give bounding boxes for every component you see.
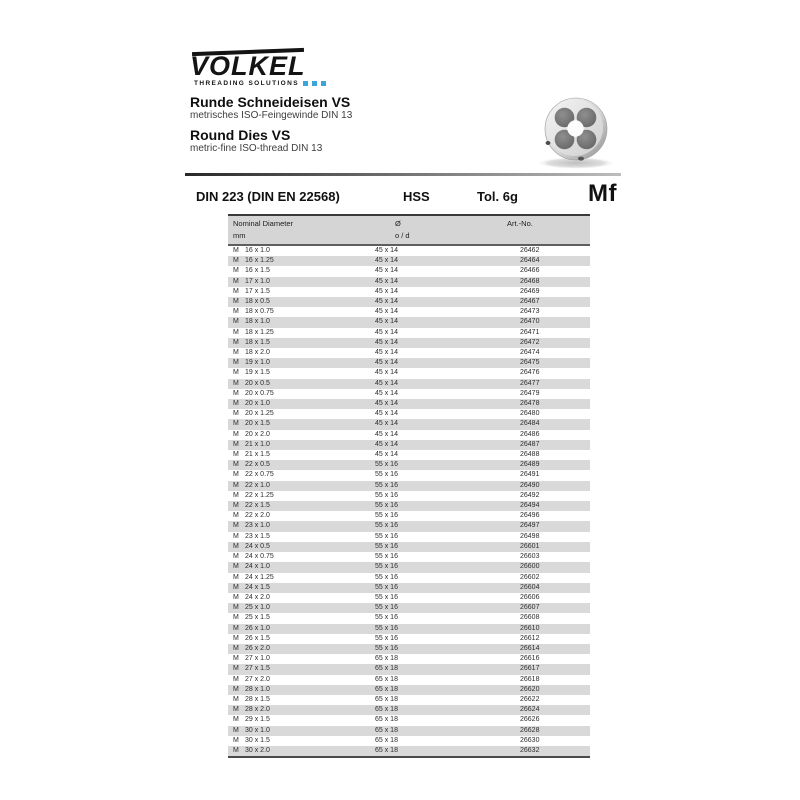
table-row [228, 562, 590, 572]
table-row [228, 593, 590, 603]
outer-diameter-cell: 45 x 14 [375, 267, 398, 275]
product-subtitle-en: metric-fine ISO-thread DIN 13 [190, 143, 323, 154]
nominal-diameter-cell: M 22 x 1.25 [233, 491, 274, 499]
outer-diameter-cell: 65 x 18 [375, 746, 507, 757]
art-no-cell: 26628 [520, 726, 540, 734]
outer-diameter-cell: 65 x 18 [375, 695, 398, 703]
product-subtitle-de: metrisches ISO-Feingewinde DIN 13 [190, 110, 353, 121]
art-no-cell: 26477 [520, 379, 540, 387]
nominal-diameter-cell: M 16 x 1.0 [233, 247, 270, 254]
nominal-diameter-cell: M 28 x 2.0 [233, 706, 270, 714]
art-no-cell: 26486 [520, 430, 540, 438]
art-no-cell: 26606 [520, 593, 540, 601]
table-row [228, 460, 590, 470]
nominal-diameter-cell: M 24 x 1.25 [233, 573, 274, 581]
art-no-cell: 26608 [520, 614, 540, 622]
column-header-outer-diameter: Ø o / d [375, 215, 507, 245]
art-no-cell: 26491 [520, 471, 540, 479]
outer-diameter-cell: 45 x 14 [375, 298, 398, 306]
table-row [228, 644, 590, 654]
table-row [228, 491, 590, 501]
spec-material: HSS [403, 189, 430, 204]
nominal-diameter-cell: M 22 x 2.0 [233, 512, 270, 520]
table-row [228, 409, 590, 419]
outer-diameter-cell: 65 x 18 [375, 726, 398, 734]
nominal-diameter-cell: M 24 x 1.0 [233, 563, 270, 571]
round-die-image [526, 87, 626, 173]
logo-wordmark: VÖLKEL [190, 51, 306, 81]
table-row [228, 542, 590, 552]
table-row [228, 399, 590, 409]
column-header-nominal-diameter: Nominal Diameter mm [228, 215, 375, 245]
table-row [228, 573, 590, 583]
table-row [228, 603, 590, 613]
table-row [228, 705, 590, 715]
nominal-diameter-cell: M 22 x 0.75 [233, 471, 274, 479]
table-row [228, 481, 590, 491]
art-no-cell: 26612 [520, 634, 540, 642]
art-no-cell: 26618 [520, 675, 540, 683]
table-row [228, 419, 590, 429]
art-no-cell: 26494 [520, 502, 540, 510]
outer-diameter-cell: 65 x 18 [375, 716, 398, 724]
outer-diameter-cell: 55 x 16 [375, 624, 398, 632]
product-title-en: Round Dies VS [190, 127, 291, 143]
nominal-diameter-cell: M 18 x 1.5 [233, 338, 270, 346]
art-no-cell: 26603 [520, 553, 540, 561]
outer-diameter-cell: 55 x 16 [375, 461, 398, 469]
outer-diameter-cell: 65 x 18 [375, 665, 398, 673]
nominal-diameter-cell: M 20 x 2.0 [233, 430, 270, 438]
brand-logo [190, 44, 330, 90]
art-no-cell: 26602 [520, 573, 540, 581]
table-row [228, 440, 590, 450]
outer-diameter-cell: 45 x 14 [375, 440, 398, 448]
art-no-cell: 26604 [520, 583, 540, 591]
nominal-diameter-cell: M 18 x 1.25 [233, 328, 274, 336]
table-row [228, 552, 590, 562]
outer-diameter-cell: 55 x 16 [375, 604, 398, 612]
art-no-cell: 26487 [520, 440, 540, 448]
product-title-de: Runde Schneideisen VS [190, 94, 351, 110]
outer-diameter-cell: 45 x 14 [375, 359, 398, 367]
art-no-cell: 26468 [520, 277, 540, 285]
nominal-diameter-cell: M 20 x 0.75 [233, 389, 274, 397]
outer-diameter-cell: 65 x 18 [375, 736, 398, 744]
outer-diameter-cell: 45 x 14 [375, 257, 398, 265]
logo-tagline-row [194, 80, 326, 87]
outer-diameter-cell: 55 x 16 [375, 542, 398, 550]
art-no-cell: 26632 [507, 746, 590, 757]
logo-tagline: THREADING SOLUTIONS [194, 80, 299, 87]
nominal-diameter-cell: M 18 x 1.0 [233, 318, 270, 326]
art-no-cell: 26600 [520, 563, 540, 571]
nominal-diameter-cell: M 22 x 1.0 [233, 481, 270, 489]
accent-square [312, 81, 317, 86]
table-body [228, 245, 590, 757]
table-row [228, 277, 590, 287]
outer-diameter-cell: 55 x 16 [375, 583, 398, 591]
nominal-diameter-cell: M 27 x 1.0 [233, 655, 270, 663]
table-header [228, 215, 590, 245]
art-no-cell: 26476 [520, 369, 540, 377]
art-no-cell: 26630 [520, 736, 540, 744]
outer-diameter-cell: 55 x 16 [375, 491, 398, 499]
nominal-diameter-cell: M 16 x 1.25 [233, 257, 274, 265]
table-row [228, 654, 590, 664]
outer-diameter-cell: 65 x 18 [375, 706, 398, 714]
table-row [228, 521, 590, 531]
nominal-diameter-cell: M 30 x 1.0 [233, 726, 270, 734]
outer-diameter-cell: 45 x 14 [375, 369, 398, 377]
nominal-diameter-cell: M 26 x 1.0 [233, 624, 270, 632]
table-row [228, 634, 590, 644]
art-no-cell: 26464 [520, 257, 540, 265]
art-no-cell: 26470 [520, 318, 540, 326]
art-no-cell: 26489 [520, 461, 540, 469]
nominal-diameter-cell: M 20 x 1.5 [233, 420, 270, 428]
art-no-cell: 26484 [520, 420, 540, 428]
outer-diameter-cell: 45 x 14 [375, 308, 398, 316]
spec-standard: DIN 223 (DIN EN 22568) [196, 189, 340, 204]
art-no-cell: 26469 [520, 287, 540, 295]
table-row [228, 613, 590, 623]
table-row [228, 624, 590, 634]
nominal-diameter-cell: M 18 x 2.0 [233, 349, 270, 357]
outer-diameter-cell: 55 x 16 [375, 532, 398, 540]
table-row [228, 348, 590, 358]
art-no-cell: 26497 [520, 522, 540, 530]
table-row [228, 715, 590, 725]
outer-diameter-cell: 55 x 16 [375, 593, 398, 601]
art-no-cell: 26488 [520, 451, 540, 459]
art-no-cell: 26601 [520, 542, 540, 550]
art-no-cell: 26472 [520, 338, 540, 346]
nominal-diameter-cell: M 18 x 0.75 [233, 308, 274, 316]
table-row [228, 736, 590, 746]
art-no-cell: 26480 [520, 410, 540, 418]
table-row [228, 746, 590, 757]
art-no-cell: 26473 [520, 308, 540, 316]
nominal-diameter-cell: M 29 x 1.5 [233, 716, 270, 724]
nominal-diameter-cell: M 28 x 1.5 [233, 695, 270, 703]
nominal-diameter-cell: M 24 x 0.75 [233, 553, 274, 561]
table-row [228, 583, 590, 593]
table-row [228, 726, 590, 736]
art-no-cell: 26474 [520, 349, 540, 357]
table-row [228, 511, 590, 521]
nominal-diameter-cell: M 26 x 1.5 [233, 634, 270, 642]
table-row [228, 675, 590, 685]
thread-type-badge: Mf [588, 180, 617, 207]
art-no-cell: 26478 [520, 400, 540, 408]
nominal-diameter-cell: M 23 x 1.5 [233, 532, 270, 540]
outer-diameter-cell: 55 x 16 [375, 614, 398, 622]
outer-diameter-cell: 45 x 14 [375, 277, 398, 285]
table-row [228, 664, 590, 674]
column-header-art-no: Art.-No. [507, 215, 590, 245]
dies-table [228, 214, 590, 758]
table-row [228, 501, 590, 511]
nominal-diameter-cell: M 25 x 1.5 [233, 614, 270, 622]
table-row [228, 317, 590, 327]
outer-diameter-cell: 65 x 18 [375, 685, 398, 693]
table-row [228, 358, 590, 368]
art-no-cell: 26467 [520, 298, 540, 306]
outer-diameter-cell: 55 x 16 [375, 481, 398, 489]
outer-diameter-cell: 55 x 16 [375, 634, 398, 642]
table-row [228, 695, 590, 705]
outer-diameter-cell: 55 x 16 [375, 553, 398, 561]
outer-diameter-cell: 45 x 14 [375, 420, 398, 428]
outer-diameter-cell: 45 x 14 [375, 410, 398, 418]
nominal-diameter-cell: M 24 x 2.0 [233, 593, 270, 601]
table-row [228, 685, 590, 695]
outer-diameter-cell: 55 x 16 [375, 471, 398, 479]
nominal-diameter-cell: M 24 x 1.5 [233, 583, 270, 591]
nominal-diameter-cell: M 22 x 1.5 [233, 502, 270, 510]
art-no-cell: 26471 [520, 328, 540, 336]
nominal-diameter-cell: M 17 x 1.0 [233, 277, 270, 285]
outer-diameter-cell: 55 x 16 [375, 563, 398, 571]
outer-diameter-cell: 65 x 18 [375, 675, 398, 683]
art-no-cell: 26610 [520, 624, 540, 632]
outer-diameter-cell: 45 x 14 [375, 349, 398, 357]
outer-diameter-cell: 55 x 16 [375, 522, 398, 530]
outer-diameter-cell: 45 x 14 [375, 400, 398, 408]
art-no-cell: 26626 [520, 716, 540, 724]
outer-diameter-cell: 55 x 16 [375, 573, 398, 581]
nominal-diameter-cell: M 25 x 1.0 [233, 604, 270, 612]
outer-diameter-cell: 45 x 14 [375, 287, 398, 295]
outer-diameter-cell: 55 x 16 [375, 512, 398, 520]
table-row [228, 287, 590, 297]
art-no-cell: 26614 [520, 644, 540, 652]
separator-line [185, 173, 621, 176]
nominal-diameter-cell: M 19 x 1.5 [233, 369, 270, 377]
spec-tolerance: Tol. 6g [477, 189, 518, 204]
nominal-diameter-cell: M 24 x 0.5 [233, 542, 270, 550]
table-row [228, 368, 590, 378]
art-no-cell: 26466 [520, 267, 540, 275]
table-row [228, 532, 590, 542]
outer-diameter-cell: 45 x 14 [375, 328, 398, 336]
nominal-diameter-cell: M 27 x 2.0 [233, 675, 270, 683]
art-no-cell: 26617 [520, 665, 540, 673]
table-row [228, 379, 590, 389]
table-row [228, 450, 590, 460]
art-no-cell: 26462 [520, 247, 540, 254]
art-no-cell: 26492 [520, 491, 540, 499]
table-row [228, 256, 590, 266]
table-row [228, 430, 590, 440]
nominal-diameter-cell: M 21 x 1.5 [233, 451, 270, 459]
outer-diameter-cell: 45 x 14 [375, 451, 398, 459]
outer-diameter-cell: 45 x 14 [375, 318, 398, 326]
art-no-cell: 26479 [520, 389, 540, 397]
art-no-cell: 26624 [520, 706, 540, 714]
nominal-diameter-cell: M 17 x 1.5 [233, 287, 270, 295]
accent-square [303, 81, 308, 86]
art-no-cell: 26475 [520, 359, 540, 367]
outer-diameter-cell: 65 x 18 [375, 655, 398, 663]
outer-diameter-cell: 45 x 14 [375, 430, 398, 438]
table-row [228, 328, 590, 338]
table-row [228, 297, 590, 307]
nominal-diameter-cell: M 26 x 2.0 [233, 644, 270, 652]
nominal-diameter-cell: M 16 x 1.5 [233, 267, 270, 275]
nominal-diameter-cell: M 30 x 1.5 [233, 736, 270, 744]
outer-diameter-cell: 55 x 16 [375, 502, 398, 510]
nominal-diameter-cell: M 19 x 1.0 [233, 359, 270, 367]
nominal-diameter-cell: M 22 x 0.5 [233, 461, 270, 469]
accent-square [321, 81, 326, 86]
nominal-diameter-cell: M 30 x 2.0 [228, 746, 375, 757]
nominal-diameter-cell: M 27 x 1.5 [233, 665, 270, 673]
outer-diameter-cell: 45 x 14 [375, 389, 398, 397]
nominal-diameter-cell: M 21 x 1.0 [233, 440, 270, 448]
art-no-cell: 26490 [520, 481, 540, 489]
table-row [228, 470, 590, 480]
table-row [228, 245, 590, 256]
nominal-diameter-cell: M 20 x 1.25 [233, 410, 274, 418]
art-no-cell: 26620 [520, 685, 540, 693]
nominal-diameter-cell: M 28 x 1.0 [233, 685, 270, 693]
outer-diameter-cell: 45 x 14 [375, 379, 398, 387]
art-no-cell: 26498 [520, 532, 540, 540]
nominal-diameter-cell: M 20 x 0.5 [233, 379, 270, 387]
table-row [228, 307, 590, 317]
nominal-diameter-cell: M 23 x 1.0 [233, 522, 270, 530]
table-row [228, 389, 590, 399]
table-row [228, 338, 590, 348]
table-row [228, 266, 590, 276]
art-no-cell: 26616 [520, 655, 540, 663]
outer-diameter-cell: 45 x 14 [375, 338, 398, 346]
nominal-diameter-cell: M 18 x 0.5 [233, 298, 270, 306]
art-no-cell: 26607 [520, 604, 540, 612]
outer-diameter-cell: 55 x 16 [375, 644, 398, 652]
nominal-diameter-cell: M 20 x 1.0 [233, 400, 270, 408]
outer-diameter-cell: 45 x 14 [375, 247, 398, 254]
art-no-cell: 26496 [520, 512, 540, 520]
art-no-cell: 26622 [520, 695, 540, 703]
